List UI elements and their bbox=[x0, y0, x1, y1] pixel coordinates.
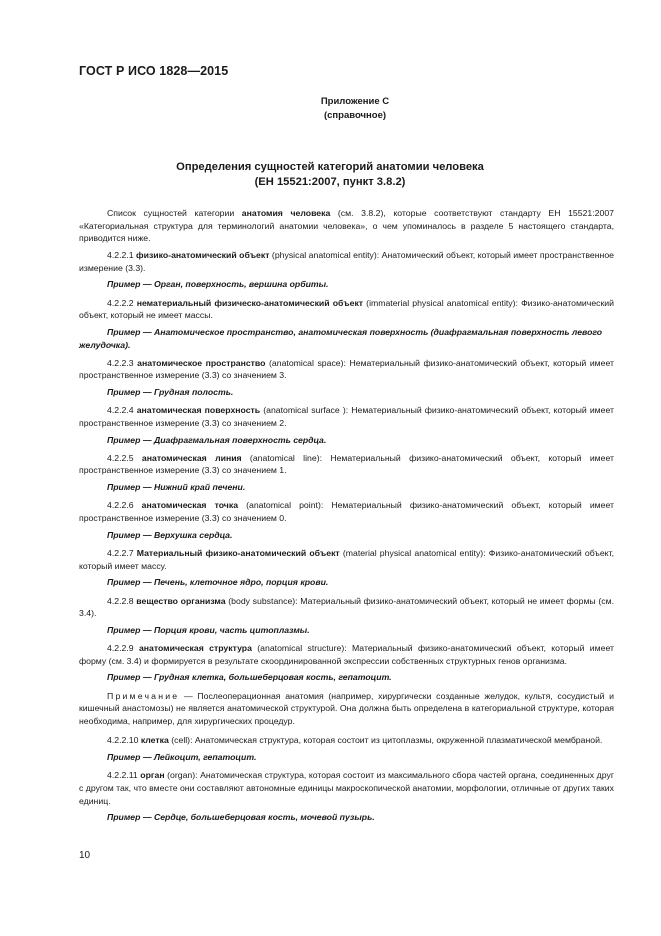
definition-paragraph: 4.2.2.11 орган (organ): Анатомическая структура, которая состоит из максимального сбора частей органа, соединенных друг с другом так, что вместе они составляют автономные единицы макроскопической анатомии, морфологии, отличные от других таких единиц. bbox=[79, 770, 614, 806]
definition-paragraph: 4.2.2.1 физико-анатомический объект (physical anatomical entity): Анатомический объект, который имеет пространственное измерение (3.3). bbox=[79, 249, 614, 273]
standard-header: ГОСТ Р ИСО 1828—2015 bbox=[79, 64, 229, 78]
example-paragraph: Пример — Порция крови, часть цитоплазмы. bbox=[107, 624, 310, 635]
example-paragraph: Пример — Сердце, большеберцовая кость, мочевой пузырь. bbox=[107, 812, 375, 823]
section-title bbox=[150, 160, 510, 190]
example-paragraph: Пример — Верхушка сердца. bbox=[107, 529, 233, 540]
definition-paragraph: 4.2.2.5 анатомическая линия (anatomical line): Нематериальный физико-анатомический объект, который имеет пространственное измерение (3.3) со значением 1. bbox=[79, 452, 614, 476]
note-label: Примечание bbox=[107, 690, 180, 701]
definition-paragraph: 4.2.2.4 анатомическая поверхность (anatomical surface ): Нематериальный физико-анатомический объект, который имеет пространственное измерение (3.3) со значением 2. bbox=[79, 405, 615, 428]
example-paragraph: Пример — Нижний край печени. bbox=[107, 482, 246, 493]
annex-heading bbox=[300, 95, 410, 123]
definition-paragraph: 4.2.2.6 анатомическая точка (anatomical point): Нематериальный физико-анатомический объект, который имеет пространственное измерение (3.3) со значением 0. bbox=[79, 500, 615, 523]
example-paragraph: Пример — Грудная полость. bbox=[107, 387, 234, 398]
definition-paragraph: 4.2.2.8 вещество организма (body substance): Материальный физико-анатомический объект, который не имеет формы (см. 3.4). bbox=[79, 595, 614, 619]
definition-paragraph: 4.2.2.2 нематериальный физическо-анатомический объект (immaterial physical anatomical entity): Физико-анатомический объект, который не имеет массы. bbox=[79, 297, 614, 321]
annex-title: Приложение С bbox=[320, 96, 390, 107]
definition-paragraph: 4.2.2.10 клетка (cell): Анатомическая структура, которая состоит из цитоплазмы, окруженной плазматической мембраной. bbox=[107, 735, 603, 746]
document-body bbox=[79, 207, 614, 830]
example-paragraph: Пример — Орган, поверхность, вершина орбиты. bbox=[107, 279, 329, 290]
definition-paragraph: 4.2.2.3 анатомическое пространство (anatomical space): Нематериальный физико-анатомический объект, который имеет пространственное измерение (3.3) со значением 3. bbox=[79, 357, 615, 381]
page-number: 10 bbox=[79, 850, 91, 861]
example-paragraph: Пример — Печень, клеточное ядро, порция крови. bbox=[107, 577, 329, 588]
note-paragraph: Примечание — Послеоперационная анатомия (например, хирургически созданные желудок, культя, сосудистый и кишечный анастомозы) не является анатомической структурой. Она должна быть определена в категориальной структуре, которая необходима, например, для хирургических процедур. bbox=[79, 690, 614, 726]
example-paragraph: Пример — Диафрагмальная поверхность сердца. bbox=[107, 434, 327, 445]
example-paragraph: Пример — Грудная клетка, большеберцовая кость, гепатоцит. bbox=[107, 672, 392, 683]
definition-paragraph: 4.2.2.7 Материальный физико-анатомический объект (material physical anatomical entity): Физико-анатомический объект, который имеет массу. bbox=[79, 547, 614, 571]
example-paragraph: Пример — Анатомическое пространство, анатомическая поверхность (диафрагмальная поверхность левого желудочка). bbox=[79, 326, 603, 350]
section-title-line2: (ЕН 15521:2007, пункт 3.8.2) bbox=[254, 176, 406, 188]
example-paragraph: Пример — Лейкоцит, гепатоцит. bbox=[107, 752, 257, 763]
annex-type: (справочное) bbox=[323, 110, 387, 121]
intro-paragraph: Список сущностей категории анатомия человека (см. 3.8.2), которые соответствуют стандарту ЕН 15521:2007 «Категориальная структура для терминологий анатомии человека», о чем упоминалось в разделе 5 настоящего стандарта, приводится ниже. bbox=[79, 208, 614, 244]
section-title-line1: Определения сущностей категорий анатомии человека bbox=[176, 161, 484, 173]
definition-paragraph: 4.2.2.9 анатомическая структура (anatomical structure): Материальный физико-анатомический объект, который имеет форму (см. 3.4) и формируется в результате скоординированной экспрессии собственных структурных генов организма. bbox=[79, 643, 614, 666]
